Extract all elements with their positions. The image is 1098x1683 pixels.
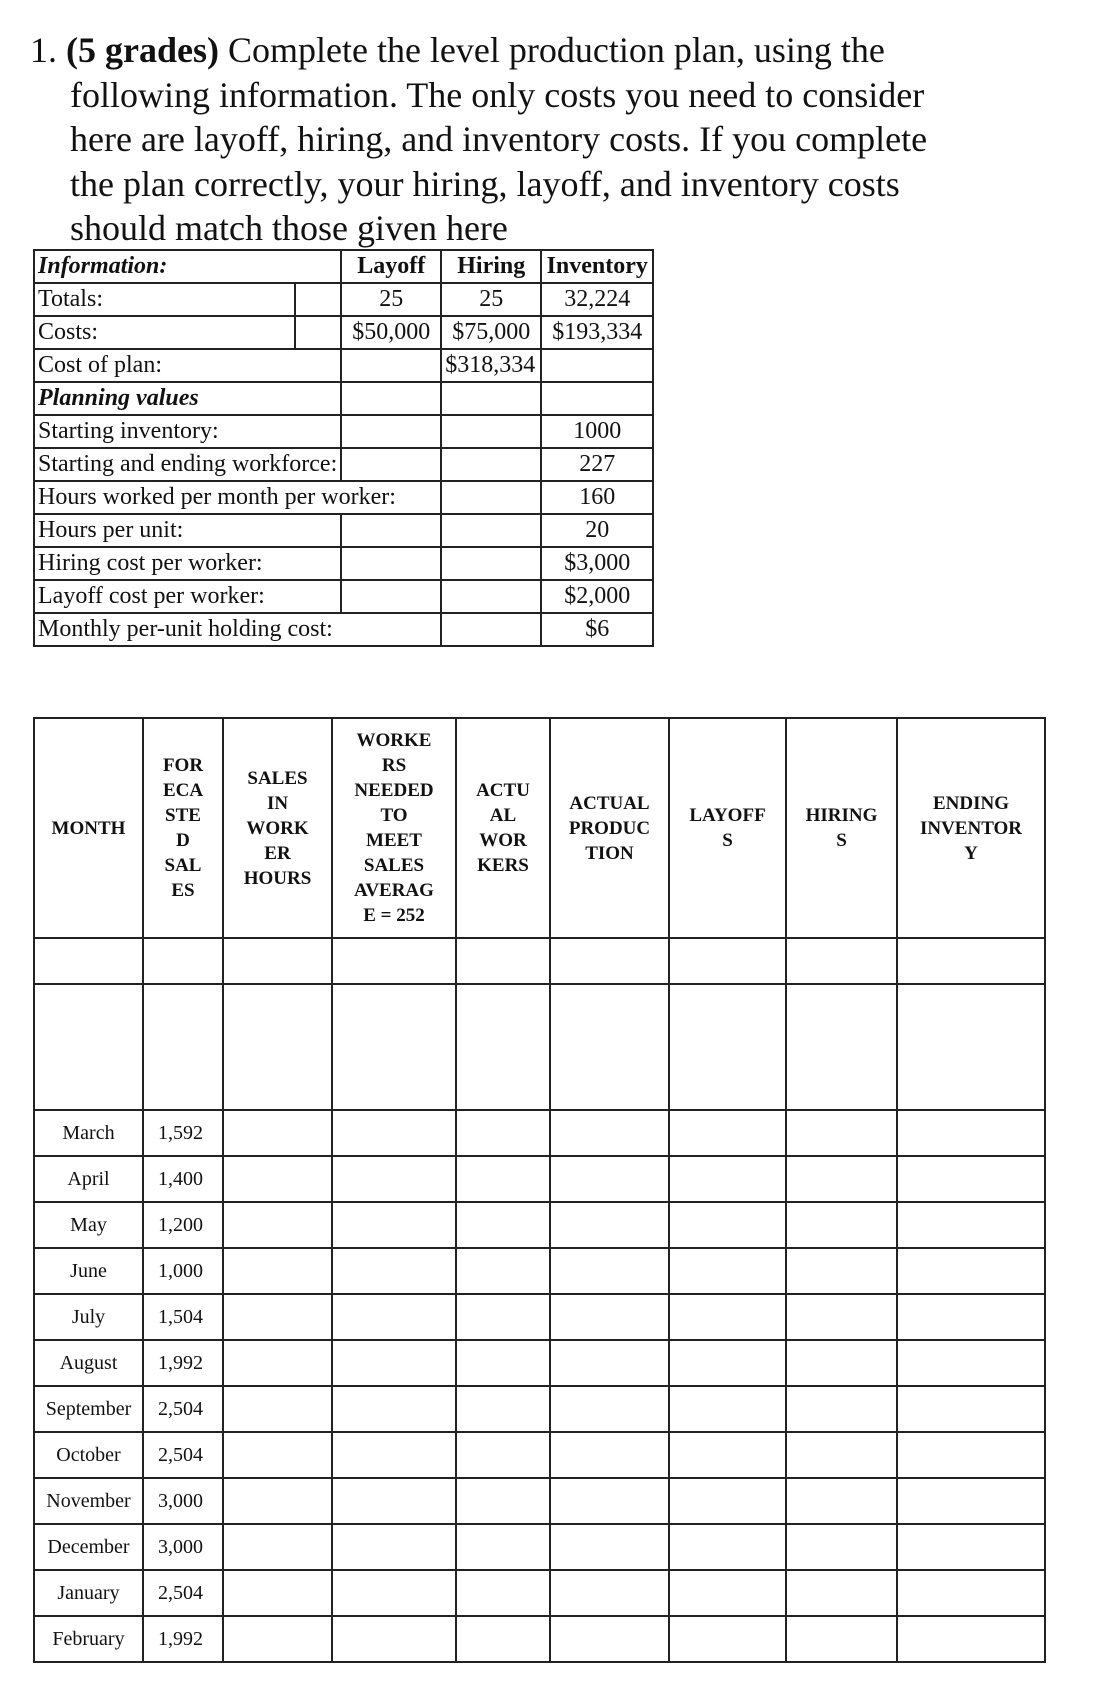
plan-empty-cell[interactable] [550, 1616, 669, 1662]
forecast-cell: 3,000 [143, 1478, 223, 1524]
plan-empty-cell[interactable] [786, 1340, 897, 1386]
question-points: (5 grades) [66, 30, 219, 70]
plan-empty-cell[interactable] [550, 1386, 669, 1432]
plan-empty-cell[interactable] [786, 1156, 897, 1202]
param-value: $3,000 [541, 547, 653, 580]
info-param-row [34, 448, 653, 481]
info-cost-of-plan-value: $318,334 [441, 349, 541, 382]
month-cell: July [34, 1294, 143, 1340]
header-line: TO [380, 805, 408, 826]
info-totals-label: Totals: [34, 283, 295, 316]
plan-empty-cell[interactable] [456, 1478, 550, 1524]
param-label: Starting and ending workforce: [34, 448, 341, 481]
info-costs-hiring: $75,000 [441, 316, 541, 349]
info-empty-cell [341, 349, 441, 382]
month-cell: December [34, 1524, 143, 1570]
header-line: NEEDED [354, 780, 434, 801]
info-header-row [34, 250, 653, 283]
month-cell: November [34, 1478, 143, 1524]
plan-empty-cell[interactable] [34, 984, 143, 1110]
month-cell: May [34, 1202, 143, 1248]
info-param-row [34, 415, 653, 448]
plan-empty-cell[interactable] [669, 1570, 786, 1616]
plan-empty-cell[interactable] [669, 1616, 786, 1662]
plan-empty-cell[interactable] [897, 1156, 1045, 1202]
forecast-cell: 1,000 [143, 1248, 223, 1294]
plan-empty-cell[interactable] [897, 1432, 1045, 1478]
param-value: $6 [541, 613, 653, 646]
forecast-cell: 1,200 [143, 1202, 223, 1248]
plan-empty-cell[interactable] [897, 1570, 1045, 1616]
question-line-1 [30, 28, 1070, 73]
plan-empty-cell[interactable] [332, 1248, 456, 1294]
info-empty-cell [295, 283, 341, 316]
plan-empty-cell[interactable] [332, 1478, 456, 1524]
plan-month-row [34, 1478, 1045, 1524]
plan-empty-cell[interactable] [456, 1524, 550, 1570]
plan-empty-cell[interactable] [332, 1570, 456, 1616]
param-label: Hours worked per month per worker: [34, 481, 441, 514]
plan-month-row [34, 1524, 1045, 1570]
plan-empty-cell[interactable] [456, 1570, 550, 1616]
plan-month-row [34, 1248, 1045, 1294]
plan-empty-cell[interactable] [786, 1294, 897, 1340]
header-month [34, 718, 143, 938]
param-label: Layoff cost per worker: [34, 580, 341, 613]
header-actual-workers [456, 718, 550, 938]
info-empty-cell [441, 415, 541, 448]
header-line: FOR [162, 755, 204, 776]
question-line-4: the plan correctly, your hiring, layoff, and inventory costs [70, 163, 900, 204]
plan-empty-cell[interactable] [456, 1340, 550, 1386]
plan-empty-cell[interactable] [786, 1616, 897, 1662]
plan-empty-cell[interactable] [456, 1616, 550, 1662]
info-param-row [34, 613, 653, 646]
plan-empty-cell[interactable] [332, 1524, 456, 1570]
plan-empty-cell[interactable] [223, 984, 332, 1110]
param-value: 20 [541, 514, 653, 547]
plan-header-row [34, 718, 1045, 938]
info-costs-label: Costs: [34, 316, 295, 349]
param-label: Hours per unit: [34, 514, 341, 547]
plan-empty-cell[interactable] [456, 1156, 550, 1202]
plan-empty-cell[interactable] [456, 1248, 550, 1294]
month-cell: February [34, 1616, 143, 1662]
header-forecasted-sales [143, 718, 223, 938]
header-line: STE [165, 805, 201, 826]
plan-month-row [34, 1156, 1045, 1202]
param-label: Monthly per-unit holding cost: [34, 613, 441, 646]
header-line: ES [171, 880, 195, 901]
info-param-row [34, 547, 653, 580]
info-empty-cell [341, 415, 441, 448]
header-layoffs [669, 718, 786, 938]
forecast-cell: 3,000 [143, 1524, 223, 1570]
plan-empty-cell[interactable] [223, 1340, 332, 1386]
header-line: AVERAG [354, 880, 434, 901]
month-cell: June [34, 1248, 143, 1294]
plan-empty-cell[interactable] [34, 938, 143, 984]
plan-empty-cell[interactable] [223, 1294, 332, 1340]
info-empty-cell [295, 316, 341, 349]
plan-empty-cell[interactable] [332, 984, 456, 1110]
info-totals-layoff: 25 [341, 283, 441, 316]
info-param-row [34, 514, 653, 547]
header-line: KERS [477, 855, 529, 876]
header-line: AL [489, 805, 517, 826]
plan-empty-cell[interactable] [669, 1432, 786, 1478]
plan-empty-cell[interactable] [897, 1248, 1045, 1294]
plan-month-row [34, 1616, 1045, 1662]
forecast-cell: 2,504 [143, 1432, 223, 1478]
plan-empty-cell[interactable] [550, 1156, 669, 1202]
info-costs-layoff: $50,000 [341, 316, 441, 349]
forecast-cell: 1,504 [143, 1294, 223, 1340]
param-label: Hiring cost per worker: [34, 547, 341, 580]
question-line-1-rest: Complete the level production plan, using the [227, 30, 885, 70]
header-line: HOURS [243, 867, 312, 889]
info-planning-values-row [34, 382, 653, 415]
forecast-cell: 2,504 [143, 1386, 223, 1432]
plan-blank-row [34, 938, 1045, 984]
header-line: SAL [164, 855, 202, 876]
plan-empty-cell[interactable] [332, 1294, 456, 1340]
plan-empty-cell[interactable] [550, 1570, 669, 1616]
plan-empty-cell[interactable] [897, 1386, 1045, 1432]
header-line: INVENTOR [919, 817, 1023, 839]
plan-empty-cell[interactable] [786, 938, 897, 984]
plan-empty-cell[interactable] [669, 1248, 786, 1294]
question-line-5: should match those given here [70, 208, 508, 248]
plan-empty-cell[interactable] [332, 1386, 456, 1432]
header-line: ACTUAL [569, 792, 650, 814]
header-line: D [176, 830, 190, 851]
plan-empty-cell[interactable] [332, 1110, 456, 1156]
header-line: TION [585, 842, 634, 864]
plan-empty-cell[interactable] [897, 1524, 1045, 1570]
info-totals-inventory: 32,224 [541, 283, 653, 316]
forecast-cell: 1,992 [143, 1616, 223, 1662]
plan-empty-cell[interactable] [669, 1294, 786, 1340]
plan-month-row [34, 1294, 1045, 1340]
header-line: ENDING [932, 792, 1009, 814]
plan-empty-cell[interactable] [786, 1432, 897, 1478]
header-line: IN [266, 792, 289, 814]
info-costs-inventory: $193,334 [541, 316, 653, 349]
plan-empty-cell[interactable] [223, 1248, 332, 1294]
month-cell: September [34, 1386, 143, 1432]
header-line: RS [381, 755, 407, 776]
forecast-cell: 1,400 [143, 1156, 223, 1202]
header-line: PRODUC [568, 817, 651, 839]
header-line: S [722, 830, 733, 851]
info-empty-cell [341, 382, 441, 415]
header-line: ACTU [476, 780, 530, 801]
info-empty-cell [441, 580, 541, 613]
plan-month-row [34, 1386, 1045, 1432]
plan-empty-cell[interactable] [456, 984, 550, 1110]
plan-month-row [34, 1110, 1045, 1156]
header-line: S [836, 830, 847, 851]
info-totals-hiring: 25 [441, 283, 541, 316]
info-header-inventory: Inventory [541, 250, 653, 283]
plan-empty-cell[interactable] [550, 938, 669, 984]
plan-empty-cell[interactable] [550, 1294, 669, 1340]
info-empty-cell [441, 613, 541, 646]
header-line: SALES [247, 767, 308, 789]
forecast-cell: 1,992 [143, 1340, 223, 1386]
header-line: WORK [246, 817, 309, 839]
plan-empty-cell[interactable] [143, 938, 223, 984]
header-line: ECA [162, 780, 204, 801]
param-label: Starting inventory: [34, 415, 341, 448]
plan-empty-cell[interactable] [550, 1202, 669, 1248]
info-param-row [34, 580, 653, 613]
forecast-cell: 2,504 [143, 1570, 223, 1616]
header-line: WORKE [356, 730, 432, 751]
header-ending-inventory [897, 718, 1045, 938]
plan-empty-cell[interactable] [456, 1294, 550, 1340]
plan-month-row [34, 1340, 1045, 1386]
header-hirings [786, 718, 897, 938]
plan-blank-row [34, 984, 1045, 1110]
plan-empty-cell[interactable] [332, 1202, 456, 1248]
plan-empty-cell[interactable] [223, 1570, 332, 1616]
month-cell: January [34, 1570, 143, 1616]
plan-empty-cell[interactable] [456, 1386, 550, 1432]
plan-month-row [34, 1432, 1045, 1478]
plan-empty-cell[interactable] [550, 984, 669, 1110]
header-line: WOR [479, 830, 527, 851]
month-cell: August [34, 1340, 143, 1386]
plan-empty-cell[interactable] [897, 1202, 1045, 1248]
plan-empty-cell[interactable] [897, 1110, 1045, 1156]
question-text [30, 28, 1070, 251]
plan-empty-cell[interactable] [669, 1110, 786, 1156]
month-cell: March [34, 1110, 143, 1156]
info-empty-cell [441, 481, 541, 514]
plan-empty-cell[interactable] [456, 1432, 550, 1478]
info-empty-cell [441, 514, 541, 547]
plan-month-row [34, 1202, 1045, 1248]
info-totals-row [34, 283, 653, 316]
info-empty-cell [341, 547, 441, 580]
plan-empty-cell[interactable] [786, 1110, 897, 1156]
info-cost-of-plan-label: Cost of plan: [34, 349, 341, 382]
plan-empty-cell[interactable] [223, 1202, 332, 1248]
header-line: HIRING [805, 805, 878, 826]
info-header-label: Information: [34, 250, 341, 283]
header-line: E = 252 [363, 905, 425, 926]
info-empty-cell [441, 547, 541, 580]
param-value: 227 [541, 448, 653, 481]
plan-empty-cell[interactable] [786, 1570, 897, 1616]
header-line: LAYOFF [689, 805, 766, 826]
plan-empty-cell[interactable] [786, 1478, 897, 1524]
plan-empty-cell[interactable] [550, 1340, 669, 1386]
plan-empty-cell[interactable] [223, 1386, 332, 1432]
month-cell: October [34, 1432, 143, 1478]
header-line: MEET [366, 830, 422, 851]
plan-empty-cell[interactable] [332, 1616, 456, 1662]
plan-empty-cell[interactable] [550, 1478, 669, 1524]
plan-empty-cell[interactable] [332, 1156, 456, 1202]
info-empty-cell [341, 580, 441, 613]
plan-empty-cell[interactable] [456, 1110, 550, 1156]
plan-empty-cell[interactable] [669, 1202, 786, 1248]
plan-empty-cell[interactable] [332, 1340, 456, 1386]
info-empty-cell [541, 382, 653, 415]
plan-empty-cell[interactable] [786, 1524, 897, 1570]
header-actual-production [550, 718, 669, 938]
info-cost-of-plan-row [34, 349, 653, 382]
header-line: Y [964, 842, 978, 864]
param-value: 1000 [541, 415, 653, 448]
question-line-2: following information. The only costs you need to consider [70, 74, 925, 115]
plan-empty-cell[interactable] [550, 1524, 669, 1570]
plan-empty-cell[interactable] [669, 1386, 786, 1432]
plan-empty-cell[interactable] [143, 984, 223, 1110]
plan-empty-cell[interactable] [669, 1478, 786, 1524]
month-cell: April [34, 1156, 143, 1202]
plan-month-row [34, 1570, 1045, 1616]
header-line: MONTH [51, 817, 126, 839]
plan-empty-cell[interactable] [897, 1340, 1045, 1386]
plan-empty-cell[interactable] [456, 1202, 550, 1248]
plan-empty-cell[interactable] [669, 984, 786, 1110]
param-value: $2,000 [541, 580, 653, 613]
info-header-hiring: Hiring [441, 250, 541, 283]
info-empty-cell [441, 448, 541, 481]
plan-empty-cell[interactable] [897, 984, 1045, 1110]
plan-empty-cell[interactable] [223, 1156, 332, 1202]
info-empty-cell [541, 349, 653, 382]
param-value: 160 [541, 481, 653, 514]
plan-empty-cell[interactable] [223, 1110, 332, 1156]
plan-empty-cell[interactable] [223, 1524, 332, 1570]
plan-empty-cell[interactable] [332, 938, 456, 984]
plan-empty-cell[interactable] [223, 938, 332, 984]
information-table [33, 249, 654, 647]
info-costs-row [34, 316, 653, 349]
info-planning-values-heading: Planning values [34, 382, 341, 415]
plan-empty-cell[interactable] [669, 938, 786, 984]
plan-empty-cell[interactable] [223, 1432, 332, 1478]
header-line: SALES [363, 855, 425, 876]
info-header-layoff: Layoff [341, 250, 441, 283]
question-line-3: here are layoff, hiring, and inventory costs. If you complete [70, 119, 928, 159]
header-workers-needed [332, 718, 456, 938]
plan-empty-cell[interactable] [669, 1156, 786, 1202]
plan-empty-cell[interactable] [669, 1524, 786, 1570]
plan-empty-cell[interactable] [223, 1478, 332, 1524]
plan-empty-cell[interactable] [332, 1432, 456, 1478]
header-line: ER [264, 842, 291, 864]
plan-empty-cell[interactable] [897, 1478, 1045, 1524]
header-sales-in-worker-hours [223, 718, 332, 938]
plan-empty-cell[interactable] [550, 1248, 669, 1294]
plan-empty-cell[interactable] [897, 1294, 1045, 1340]
question-number: 1. [30, 30, 57, 70]
info-empty-cell [341, 448, 441, 481]
plan-empty-cell[interactable] [223, 1616, 332, 1662]
plan-empty-cell[interactable] [456, 938, 550, 984]
plan-empty-cell[interactable] [786, 1386, 897, 1432]
plan-empty-cell[interactable] [786, 984, 897, 1110]
plan-empty-cell[interactable] [550, 1432, 669, 1478]
info-empty-cell [341, 514, 441, 547]
production-plan-table [33, 717, 1046, 1663]
info-empty-cell [441, 382, 541, 415]
forecast-cell: 1,592 [143, 1110, 223, 1156]
plan-empty-cell[interactable] [897, 1616, 1045, 1662]
info-param-row [34, 481, 653, 514]
plan-empty-cell[interactable] [897, 938, 1045, 984]
plan-empty-cell[interactable] [550, 1110, 669, 1156]
plan-empty-cell[interactable] [669, 1340, 786, 1386]
plan-empty-cell[interactable] [786, 1248, 897, 1294]
plan-empty-cell[interactable] [786, 1202, 897, 1248]
